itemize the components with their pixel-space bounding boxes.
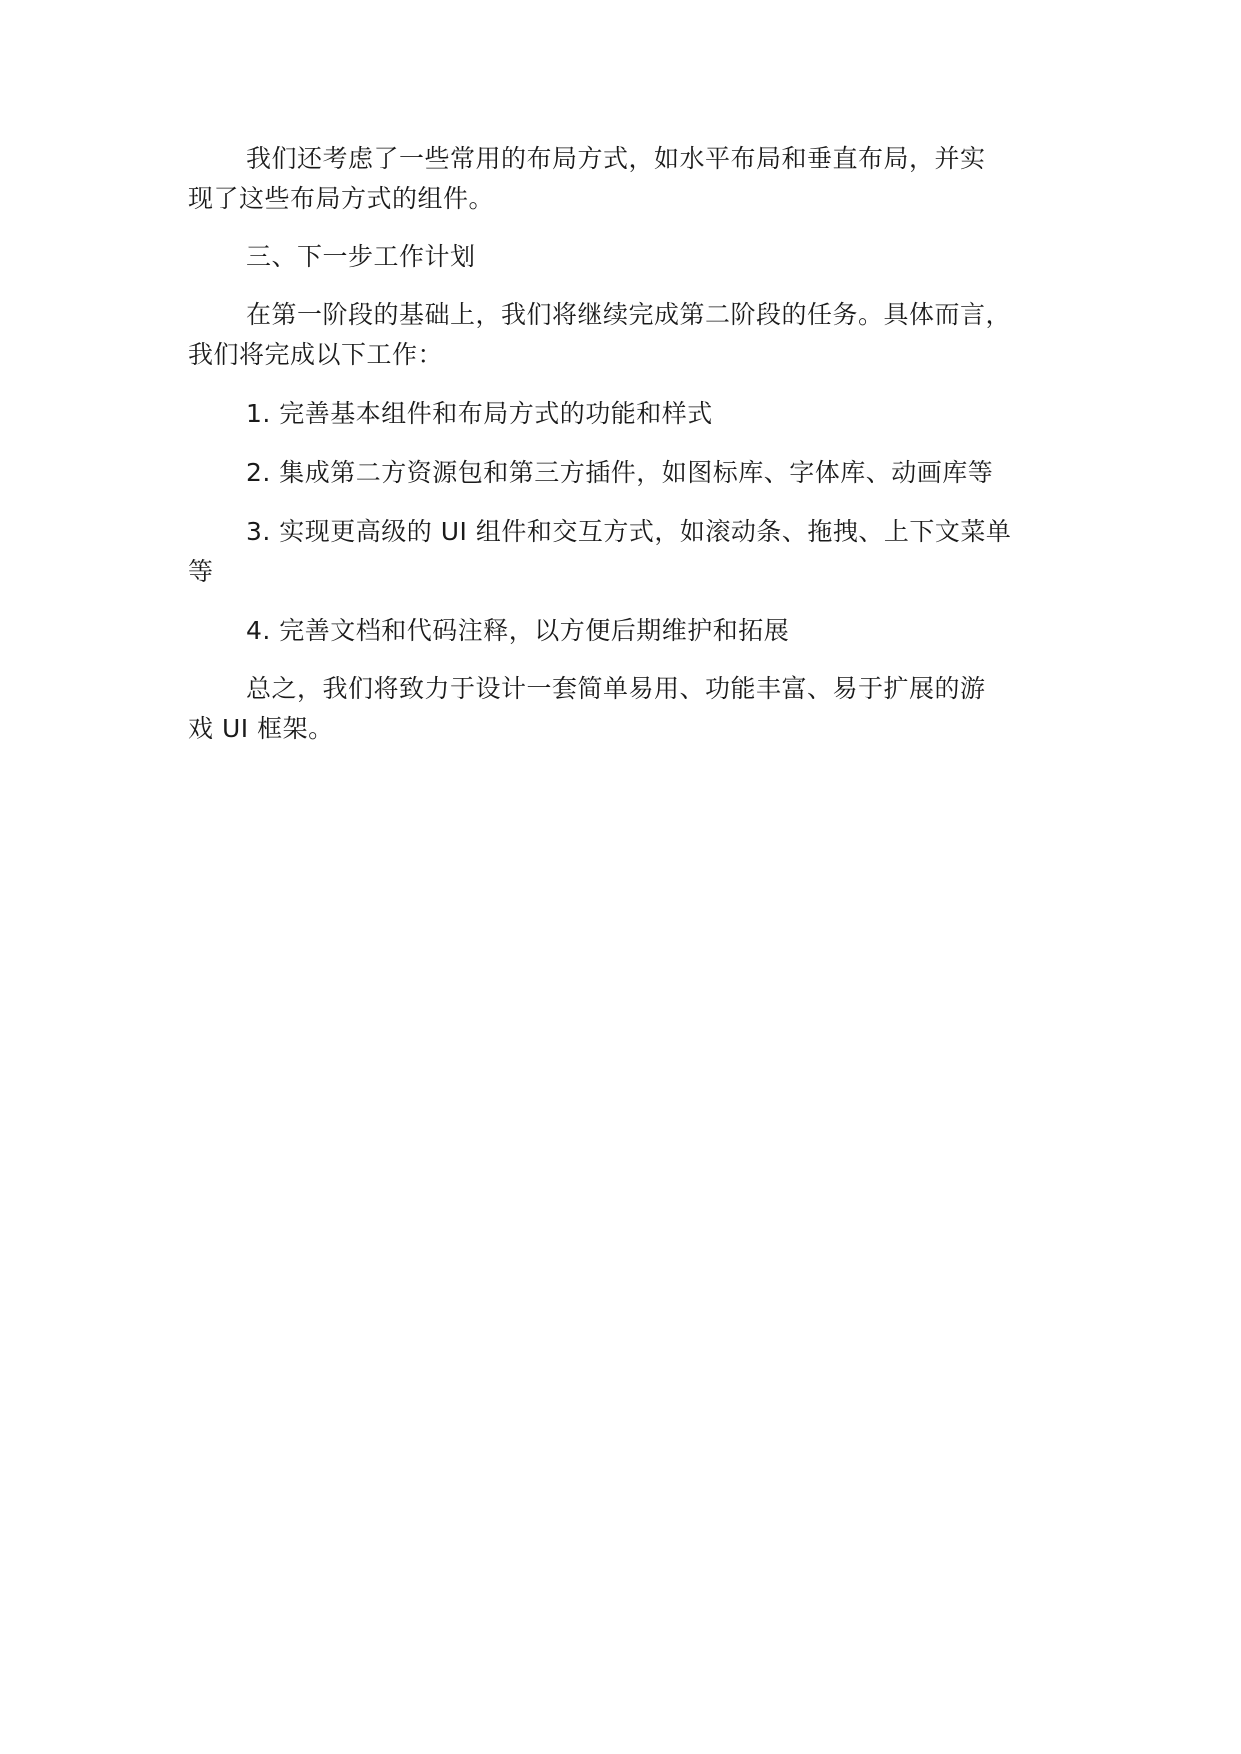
section-heading-next-plan: 三、下一步工作计划	[246, 242, 476, 271]
paragraph-phase-two-intro-line-2: 我们将完成以下工作：	[188, 340, 444, 369]
list-item-1: 1. 完善基本组件和布局方式的功能和样式	[246, 399, 713, 428]
list-item-3-line-1: 3. 实现更高级的 UI 组件和交互方式，如滚动条、拖拽、上下文菜单	[246, 517, 1012, 546]
paragraph-summary-line-1: 总之，我们将致力于设计一套简单易用、功能丰富、易于扩展的游	[246, 674, 986, 703]
list-item-2: 2. 集成第二方资源包和第三方插件，如图标库、字体库、动画库等	[246, 458, 994, 487]
paragraph-phase-two-intro-line-1: 在第一阶段的基础上，我们将继续完成第二阶段的任务。具体而言，	[246, 300, 1012, 329]
list-item-3-line-2: 等	[188, 557, 214, 586]
paragraph-layout-components-line-1: 我们还考虑了一些常用的布局方式，如水平布局和垂直布局，并实	[246, 144, 986, 173]
list-item-4: 4. 完善文档和代码注释，以方便后期维护和拓展	[246, 616, 790, 645]
paragraph-summary-line-2: 戏 UI 框架。	[188, 714, 334, 743]
paragraph-layout-components-line-2: 现了这些布局方式的组件。	[188, 184, 495, 213]
